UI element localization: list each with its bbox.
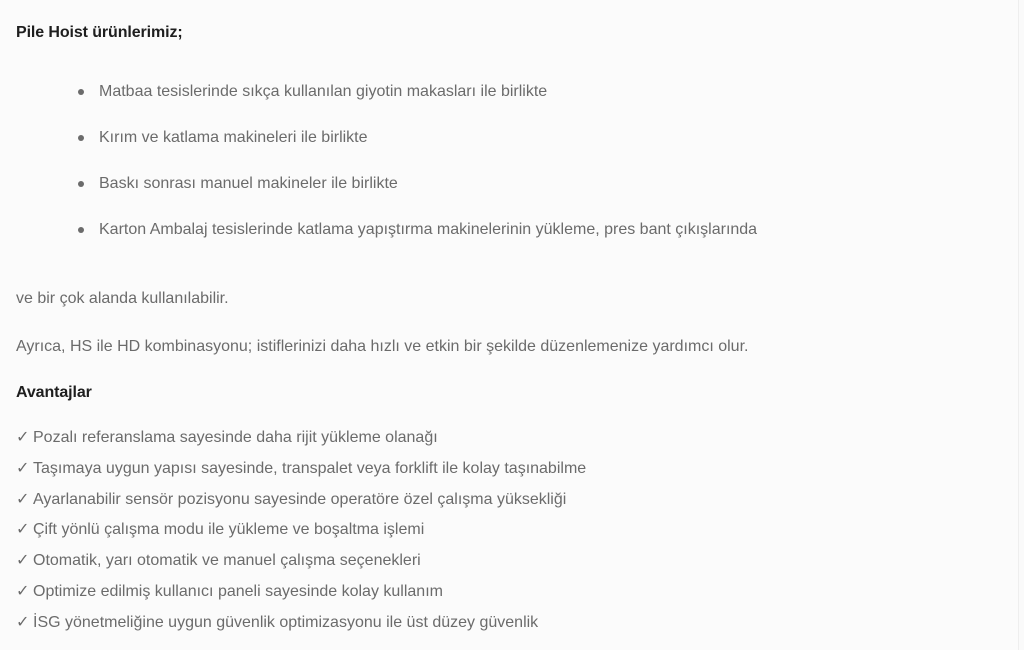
checkmark-icon: ✓ (16, 490, 30, 508)
list-item (78, 174, 757, 220)
list-item (78, 128, 757, 174)
checkmark-icon: ✓ (16, 459, 30, 477)
products-list (78, 82, 757, 266)
advantages-heading: Avantajlar (16, 384, 92, 401)
bullet-icon (78, 227, 84, 233)
advantage-text: Çift yönlü çalışma modu ile yükleme ve boşaltma işlemi (33, 521, 425, 539)
checkmark-icon: ✓ (16, 582, 30, 600)
products-heading: Pile Hoist ürünlerimiz; (16, 24, 183, 41)
usage-paragraph: ve bir çok alanda kullanılabilir. (16, 290, 229, 307)
checkmark-icon: ✓ (16, 552, 30, 570)
checkmark-icon: ✓ (16, 521, 30, 539)
advantage-item (16, 582, 586, 613)
advantage-item (16, 520, 586, 551)
list-item-text: Kırım ve katlama makineleri ile birlikte (99, 129, 368, 146)
advantage-item (16, 551, 586, 582)
advantage-text: Ayarlanabilir sensör pozisyonu sayesinde operatöre özel çalışma yüksekliği (33, 490, 567, 508)
list-item (78, 82, 757, 128)
checkmark-icon: ✓ (16, 613, 30, 631)
advantage-text: Optimize edilmiş kullanıcı paneli sayesinde kolay kullanım (33, 582, 443, 600)
bullet-icon (78, 181, 84, 187)
advantages-list (16, 428, 586, 644)
bullet-icon (78, 135, 84, 141)
advantage-text: Taşımaya uygun yapısı sayesinde, transpalet veya forklift ile kolay taşınabilme (33, 459, 587, 477)
advantage-text: İSG yönetmeliğine uygun güvenlik optimizasyonu ile üst düzey güvenlik (33, 613, 539, 631)
list-item-text: Baskı sonrası manuel makineler ile birlikte (99, 175, 398, 192)
advantage-text: Otomatik, yarı otomatik ve manuel çalışma seçenekleri (33, 552, 421, 570)
advantage-item (16, 428, 586, 459)
advantage-text: Pozalı referanslama sayesinde daha rijit yükleme olanağı (33, 429, 438, 446)
advantage-item (16, 490, 586, 521)
list-item-text: Matbaa tesislerinde sıkça kullanılan giyotin makasları ile birlikte (99, 83, 548, 100)
list-item (78, 220, 757, 266)
checkmark-icon: ✓ (16, 429, 30, 446)
advantage-item (16, 459, 586, 490)
list-item-text: Karton Ambalaj tesislerinde katlama yapıştırma makinelerinin yükleme, pres bant çıkışlarında (99, 221, 758, 238)
advantage-item (16, 613, 586, 644)
bullet-icon (78, 89, 84, 95)
combination-paragraph: Ayrıca, HS ile HD kombinasyonu; istiflerinizi daha hızlı ve etkin bir şekilde düzenlemenize yardımcı olur. (16, 338, 749, 355)
